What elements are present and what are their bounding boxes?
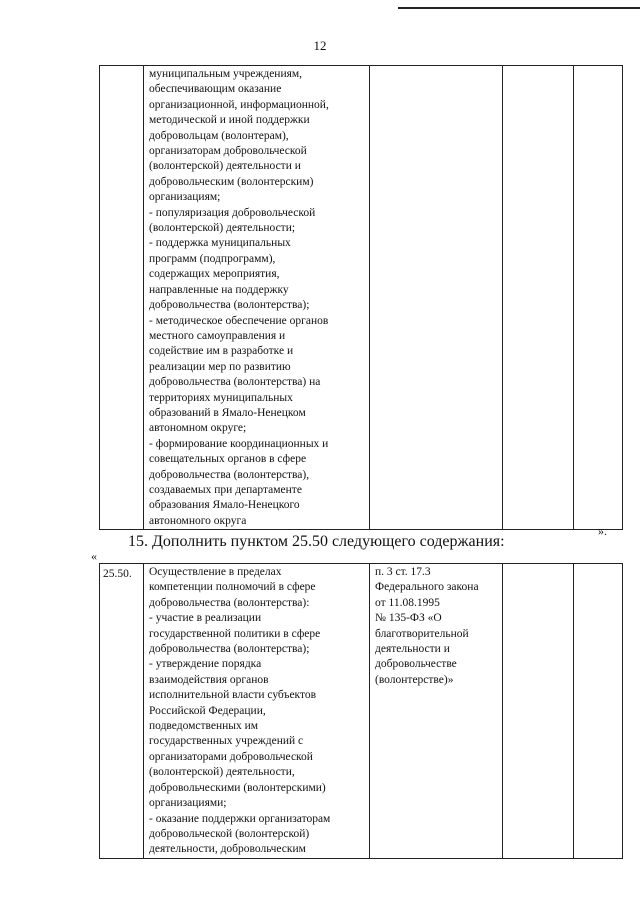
basis-cell xyxy=(370,66,503,530)
legal-basis-text xyxy=(370,564,502,688)
text-line: территориях муниципальных xyxy=(149,391,293,404)
table-continuation xyxy=(99,65,623,530)
text-line: Осуществление в пределах xyxy=(149,566,282,578)
text-line: - утверждение порядка xyxy=(149,658,262,671)
text-line: добровольчества (волонтерства); xyxy=(149,299,310,312)
text-line: местного самоуправления и xyxy=(149,329,286,342)
text-line: автономном округе; xyxy=(149,422,247,435)
number-cell xyxy=(100,66,144,530)
text-line: организаторам добровольческой xyxy=(149,145,307,158)
text-line: программ (подпрограмм), xyxy=(149,252,276,265)
section-heading: 15. Дополнить пунктом 25.50 следующего содержания: xyxy=(128,533,505,550)
empty-cell xyxy=(574,66,623,530)
text-line: добровольчества (волонтерства), xyxy=(149,468,310,481)
text-line: подведомственных им xyxy=(149,720,259,733)
text-line: исполнительной власти субъектов xyxy=(149,689,317,702)
opening-quote: « xyxy=(91,549,97,563)
text-line: благотворительной xyxy=(375,627,469,640)
description-cell xyxy=(144,66,370,530)
text-line: реализации мер по развитию xyxy=(149,360,291,373)
text-line: образования Ямало-Ненецкого xyxy=(149,499,300,512)
text-line: компетенции полномочий в сфере xyxy=(149,581,316,594)
text-line: образований в Ямало-Ненецком xyxy=(149,406,306,419)
text-line: Российской Федерации, xyxy=(149,704,266,717)
text-line: организациям; xyxy=(149,191,221,204)
text-line: методической и иной поддержки xyxy=(149,114,310,127)
table-row xyxy=(100,66,623,530)
text-line: п. 3 ст. 17.3 xyxy=(375,566,431,578)
text-line: муниципальным учреждениям, xyxy=(149,68,303,80)
description-text xyxy=(144,66,369,529)
text-line: создаваемых при департаменте xyxy=(149,483,302,496)
empty-cell xyxy=(503,66,574,530)
text-line: добровольчества (волонтерства): xyxy=(149,596,310,609)
text-line: от 11.08.1995 xyxy=(375,596,440,609)
empty-cell xyxy=(574,564,623,859)
text-line: (волонтерской) деятельности, xyxy=(149,766,295,779)
text-line: деятельности, добровольческим xyxy=(149,843,306,856)
table-row xyxy=(100,564,623,859)
text-line: - участие в реализации xyxy=(149,612,262,625)
description-text xyxy=(144,564,369,858)
description-cell xyxy=(144,564,370,859)
text-line: добровольческим (волонтерским) xyxy=(149,175,314,188)
text-line: деятельности и xyxy=(375,643,450,656)
text-line: автономного округа xyxy=(149,514,247,527)
text-line: содержащих мероприятия, xyxy=(149,268,280,281)
text-line: добровольцам (волонтерам), xyxy=(149,129,289,142)
top-rule xyxy=(398,7,640,9)
text-line: - оказание поддержки организаторам xyxy=(149,812,331,825)
text-line: Федерального закона xyxy=(375,581,479,594)
text-line: добровольческими (волонтерскими) xyxy=(149,781,326,794)
closing-quote: ». xyxy=(598,524,607,538)
text-line: содействие им в разработке и xyxy=(149,345,294,358)
page-number: 12 xyxy=(313,38,327,53)
text-line: государственной политики в сфере xyxy=(149,627,321,640)
text-line: № 135-ФЗ «О xyxy=(375,612,442,625)
empty-cell xyxy=(503,564,574,859)
basis-cell xyxy=(370,564,503,859)
text-line: - поддержка муниципальных xyxy=(149,237,291,250)
number-cell xyxy=(100,564,144,859)
text-line: направленные на поддержку xyxy=(149,283,289,296)
text-line: (волонтерстве)» xyxy=(375,673,454,686)
table-new-item xyxy=(99,563,623,859)
text-line: организационной, информационной, xyxy=(149,98,329,111)
text-line: добровольчества (волонтерства); xyxy=(149,643,310,656)
text-line: (волонтерской) деятельности и xyxy=(149,160,301,173)
text-line: добровольчества (волонтерства) на xyxy=(149,376,321,389)
text-line: - популяризация добровольческой xyxy=(149,206,316,219)
text-line: организаторами добровольческой xyxy=(149,750,313,763)
item-number: 25.50. xyxy=(103,568,132,580)
text-line: обеспечивающим оказание xyxy=(149,83,282,96)
text-line: добровольческой (волонтерской) xyxy=(149,827,310,840)
text-line: - методическое обеспечение органов xyxy=(149,314,329,327)
text-line: (волонтерской) деятельности; xyxy=(149,222,296,235)
text-line: - формирование координационных и xyxy=(149,437,329,450)
text-line: взаимодействия органов xyxy=(149,673,269,686)
text-line: добровольчестве xyxy=(375,658,457,671)
text-line: организациями; xyxy=(149,797,227,810)
text-line: государственных учреждений с xyxy=(149,735,304,748)
text-line: совещательных органов в сфере xyxy=(149,453,307,466)
